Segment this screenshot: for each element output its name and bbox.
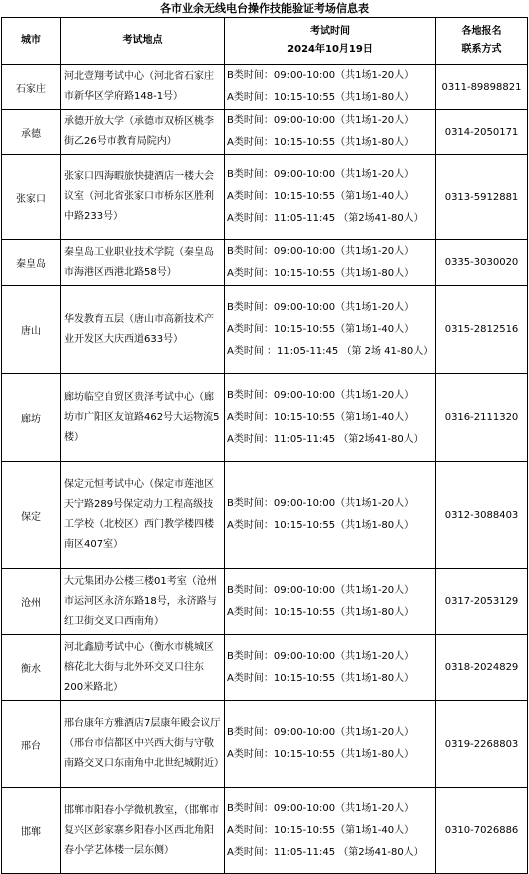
- location-cell: 河北壹翔考试中心（河北省石家庄市新华区学府路148-1号）: [61, 65, 225, 110]
- city-cell: 承德: [2, 110, 61, 155]
- time-line: A类时间：10:15-10:55（第1场1-40人）: [227, 323, 415, 335]
- city-cell: 衡水: [2, 635, 61, 701]
- location-cell: 承德开放大学（承德市双桥区桃李街乙26号市教育局院内）: [61, 110, 225, 155]
- location-cell: 廊坊临空自贸区贵泽考试中心（廊坊市广阳区友谊路462号大运物流5楼）: [61, 374, 225, 462]
- table-row: [2, 569, 528, 635]
- phone-cell: 0315-2812516: [436, 286, 528, 374]
- city-cell: 石家庄: [2, 65, 61, 110]
- header-contact-line2: 联系方式: [461, 44, 502, 55]
- location-cell: 大元集团办公楼三楼01考室（沧州市运河区永济东路18号，永济路与红卫街交叉口西南角）: [61, 569, 225, 635]
- time-line: B类时间：09:00-10:00（共1场1-20人）: [227, 802, 415, 814]
- time-line: B类时间：09:00-10:00（共1场1-20人）: [227, 650, 415, 662]
- header-contact: [436, 18, 528, 65]
- time-line: B类时间：09:00-10:00（共1场1-20人）: [227, 115, 415, 126]
- time-cell: [225, 569, 436, 635]
- time-cell: [225, 65, 436, 110]
- phone-cell: 0317-2053129: [436, 569, 528, 635]
- header-city: 城市: [2, 18, 61, 65]
- table-row: [2, 788, 528, 874]
- city-cell: 廊坊: [2, 374, 61, 462]
- table-row: [2, 240, 528, 286]
- header-time-date: 2024年10月19日: [287, 44, 373, 55]
- time-cell: [225, 462, 436, 569]
- time-line: B类时间：09:00-10:00（共1场1-20人）: [227, 584, 415, 596]
- time-line: A类时间：11:05-11:45 （第2场41-80人）: [227, 213, 424, 224]
- table-row: [2, 374, 528, 462]
- header-row: [2, 18, 528, 65]
- table-row: [2, 155, 528, 240]
- table-row: [2, 635, 528, 701]
- city-cell: 唐山: [2, 286, 61, 374]
- time-line: B类时间：09:00-10:00（共1场1-20人）: [227, 169, 415, 180]
- phone-cell: 0312-3088403: [436, 462, 528, 569]
- time-line: A类时间：10:15-10:55（共1场1-80人）: [227, 606, 415, 618]
- page-title: 各市业余无线电台操作技能验证考场信息表: [160, 2, 369, 15]
- time-line: B类时间：09:00-10:00（共1场1-20人）: [227, 498, 415, 509]
- location-cell: 保定元恒考试中心（保定市莲池区天宁路289号保定动力工程高级技工学校（北校区）西门教学楼四楼南区407室）: [61, 462, 225, 569]
- time-line: A类时间：11:05-11:45 （第2场41-80人）: [227, 846, 424, 858]
- time-line: A类时间：10:15-10:55（共1场1-80人）: [227, 267, 415, 279]
- city-cell: 秦皇岛: [2, 240, 61, 286]
- time-cell: [225, 635, 436, 701]
- location-cell: 邢台康年方雅酒店7层康年殿会议厅（邢台市信都区中兴西大街与守敬南路交叉口东南角中北世纪城附近）: [61, 701, 225, 788]
- city-cell: 沧州: [2, 569, 61, 635]
- time-line: B类时间：09:00-10:00（共1场1-20人）: [227, 301, 415, 313]
- table-row: [2, 65, 528, 110]
- phone-cell: 0316-2111320: [436, 374, 528, 462]
- table-row: [2, 286, 528, 374]
- time-line: A类时间：10:15-10:55（共1场1-80人）: [227, 92, 415, 103]
- header-time: [225, 18, 436, 65]
- city-cell: 保定: [2, 462, 61, 569]
- time-cell: [225, 374, 436, 462]
- location-cell: 华发教育五层（唐山市高新技术产业开发区大庆西道633号）: [61, 286, 225, 374]
- phone-cell: 0335-3030020: [436, 240, 528, 286]
- time-cell: [225, 286, 436, 374]
- time-cell: [225, 240, 436, 286]
- time-line: A类时间：11:05-11:45 （第2场41-80人）: [227, 433, 424, 445]
- header-contact-line1: 各地报名: [461, 26, 502, 37]
- exam-venue-table: [1, 17, 528, 874]
- phone-cell: 0311-89898821: [436, 65, 528, 110]
- phone-cell: 0314-2050171: [436, 110, 528, 155]
- location-cell: 河北鑫励考试中心（衡水市桃城区榕花北大街与北外环交叉口往东200米路北）: [61, 635, 225, 701]
- table-row: [2, 462, 528, 569]
- phone-cell: 0313-5912881: [436, 155, 528, 240]
- time-line: A类时间：10:15-10:55（共1场1-80人）: [227, 137, 415, 148]
- phone-cell: 0310-7026886: [436, 788, 528, 874]
- time-cell: [225, 701, 436, 788]
- time-cell: [225, 155, 436, 240]
- time-line: A类时间：10:15-10:55（第1场1-40人）: [227, 191, 415, 202]
- city-cell: 张家口: [2, 155, 61, 240]
- table-row: [2, 110, 528, 155]
- time-line: A类时间 ：11:05-11:45 （第 2场 41-80人）: [227, 345, 434, 357]
- time-line: B类时间：09:00-10:00（共1场1-20人）: [227, 70, 415, 81]
- phone-cell: 0318-2024829: [436, 635, 528, 701]
- header-time-label: 考试时间: [310, 26, 350, 37]
- city-cell: 邯郸: [2, 788, 61, 874]
- header-location: 考试地点: [61, 18, 225, 65]
- time-cell: [225, 110, 436, 155]
- time-line: A类时间：10:15-10:55（第1场1-40人）: [227, 411, 415, 423]
- time-line: B类时间：09:00-10:00（共1场1-20人）: [227, 245, 415, 257]
- table-row: [2, 701, 528, 788]
- time-line: A类时间：10:15-10:55（共1场1-80人）: [227, 672, 415, 684]
- city-cell: 邢台: [2, 701, 61, 788]
- time-line: B类时间：09:00-10:00（共1场1-20人）: [227, 389, 415, 401]
- time-line: A类时间：10:15-10:55（共1场1-80人）: [227, 520, 415, 531]
- location-cell: 秦皇岛工业职业技术学院（秦皇岛市海港区西港北路58号）: [61, 240, 225, 286]
- time-line: A类时间：10:15-10:55（共1场1-80人）: [227, 749, 415, 760]
- location-cell: 邯郸市阳春小学微机教室，（邯郸市复兴区彭家寨乡阳春小区西北角阳春小学艺体楼一层东侧）: [61, 788, 225, 874]
- location-cell: 张家口四海暇旅快捷酒店一楼大会议室（河北省张家口市桥东区胜利中路233号）: [61, 155, 225, 240]
- phone-cell: 0319-2268803: [436, 701, 528, 788]
- time-line: B类时间：09:00-10:00（共1场1-20人）: [227, 727, 415, 738]
- time-line: A类时间：10:15-10:55（第1场1-40人）: [227, 824, 415, 836]
- time-cell: [225, 788, 436, 874]
